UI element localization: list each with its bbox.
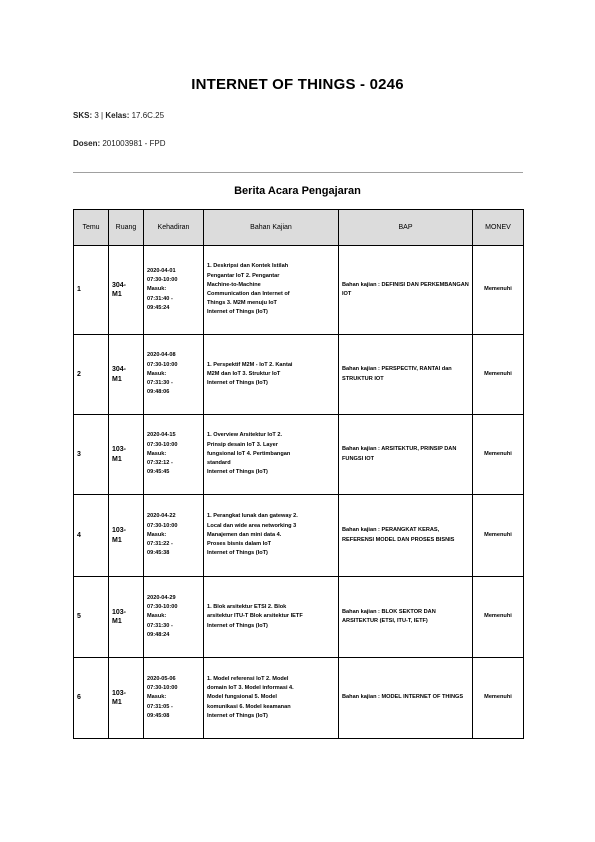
cell-bahan-kajian: 1. Model referensi IoT 2. Model domain IoT 3. Model informasi 4. Model fungsional 5. Model komunikasi 6. Model keamanan Internet of Things (IoT): [204, 658, 339, 739]
cell-bap: Bahan kajian : PERSPECTIV, RANTAI dan STRUKTUR IOT: [339, 335, 473, 415]
table-header-row: [74, 210, 524, 246]
cell-temu: 3: [74, 415, 109, 495]
cell-bap: Bahan kajian : ARSITEKTUR, PRINSIP DAN FUNGSI IOT: [339, 415, 473, 495]
cell-ruang: 103- M1: [109, 415, 144, 495]
header-temu: Temu: [74, 210, 109, 246]
sks-value: 3: [94, 111, 99, 120]
cell-temu: 6: [74, 658, 109, 739]
cell-bap: Bahan kajian : PERANGKAT KERAS, REFERENSI MODEL DAN PROSES BISNIS: [339, 495, 473, 577]
cell-temu: 1: [74, 246, 109, 335]
table-row: [74, 415, 524, 495]
header-kehadiran: Kehadiran: [144, 210, 204, 246]
cell-kehadiran: 2020-05-06 07:30-10:00 Masuk: 07:31:05 - 09:45:08: [144, 658, 204, 739]
header-ruang: Ruang: [109, 210, 144, 246]
cell-bahan-kajian: 1. Overview Arsitektur IoT 2. Prinsip desain IoT 3. Layer fungsional IoT 4. Pertimbangan standard Internet of Things (IoT): [204, 415, 339, 495]
cell-monev: Memenuhi: [473, 658, 524, 739]
table-row: [74, 335, 524, 415]
cell-monev: Memenuhi: [473, 335, 524, 415]
cell-monev: Memenuhi: [473, 415, 524, 495]
cell-kehadiran: 2020-04-22 07:30-10:00 Masuk: 07:31:22 - 09:45:38: [144, 495, 204, 577]
meta-separator: |: [101, 111, 104, 120]
bap-table: [73, 209, 524, 739]
header-monev: MONEV: [473, 210, 524, 246]
cell-temu: 2: [74, 335, 109, 415]
cell-bahan-kajian: 1. Deskripsi dan Kontek Istilah Pengantar IoT 2. Pengantar Machine-to-Machine Communication dan Internet of Things 3. M2M menuju IoT Internet of Things (IoT): [204, 246, 339, 335]
cell-ruang: 103- M1: [109, 495, 144, 577]
cell-ruang: 304- M1: [109, 246, 144, 335]
header-bahan-kajian: Bahan Kajian: [204, 210, 339, 246]
cell-ruang: 304- M1: [109, 335, 144, 415]
cell-kehadiran: 2020-04-08 07:30-10:00 Masuk: 07:31:30 - 09:48:06: [144, 335, 204, 415]
cell-bahan-kajian: 1. Perangkat lunak dan gateway 2. Local dan wide area networking 3 Manajemen dan mini data 4. Proses bisnis dalam IoT Internet of Things (IoT): [204, 495, 339, 577]
sks-label: SKS:: [73, 111, 93, 120]
cell-temu: 5: [74, 577, 109, 658]
header-bap: BAP: [339, 210, 473, 246]
cell-monev: Memenuhi: [473, 246, 524, 335]
dosen-label: Dosen:: [73, 139, 101, 148]
cell-bap: Bahan kajian : DEFINISI DAN PERKEMBANGAN IOT: [339, 246, 473, 335]
cell-ruang: 103- M1: [109, 577, 144, 658]
table-row: [74, 577, 524, 658]
table-row: [74, 246, 524, 335]
cell-bap: Bahan kajian : MODEL INTERNET OF THINGS: [339, 658, 473, 739]
cell-bahan-kajian: 1. Perspektif M2M - IoT 2. Kantai M2M dan IoT 3. Struktur IoT Internet of Things (IoT): [204, 335, 339, 415]
cell-bahan-kajian: 1. Blok arsitektur ETSI 2. Blok arsitektur ITU-T Blok arsitektur IETF Internet of Things (IoT): [204, 577, 339, 658]
section-title: Berita Acara Pengajaran: [234, 185, 361, 197]
course-meta-dosen: [73, 139, 166, 148]
kelas-label: Kelas:: [105, 111, 130, 120]
divider: [73, 172, 523, 173]
page-title: INTERNET OF THINGS - 0246: [191, 76, 404, 93]
table-row: [74, 495, 524, 577]
dosen-value: 201003981 - FPD: [102, 139, 166, 148]
cell-temu: 4: [74, 495, 109, 577]
cell-kehadiran: 2020-04-15 07:30-10:00 Masuk: 07:32:12 - 09:45:45: [144, 415, 204, 495]
table-row: [74, 658, 524, 739]
cell-monev: Memenuhi: [473, 495, 524, 577]
cell-kehadiran: 2020-04-29 07:30-10:00 Masuk: 07:31:30 - 09:48:24: [144, 577, 204, 658]
cell-ruang: 103- M1: [109, 658, 144, 739]
kelas-value: 17.6C.25: [131, 111, 165, 120]
cell-bap: Bahan kajian : BLOK SEKTOR DAN ARSITEKTUR (ETSI, ITU-T, IETF): [339, 577, 473, 658]
cell-kehadiran: 2020-04-01 07:30-10:00 Masuk: 07:31:40 - 09:45:24: [144, 246, 204, 335]
course-meta-sks-kelas: [73, 111, 164, 120]
cell-monev: Memenuhi: [473, 577, 524, 658]
